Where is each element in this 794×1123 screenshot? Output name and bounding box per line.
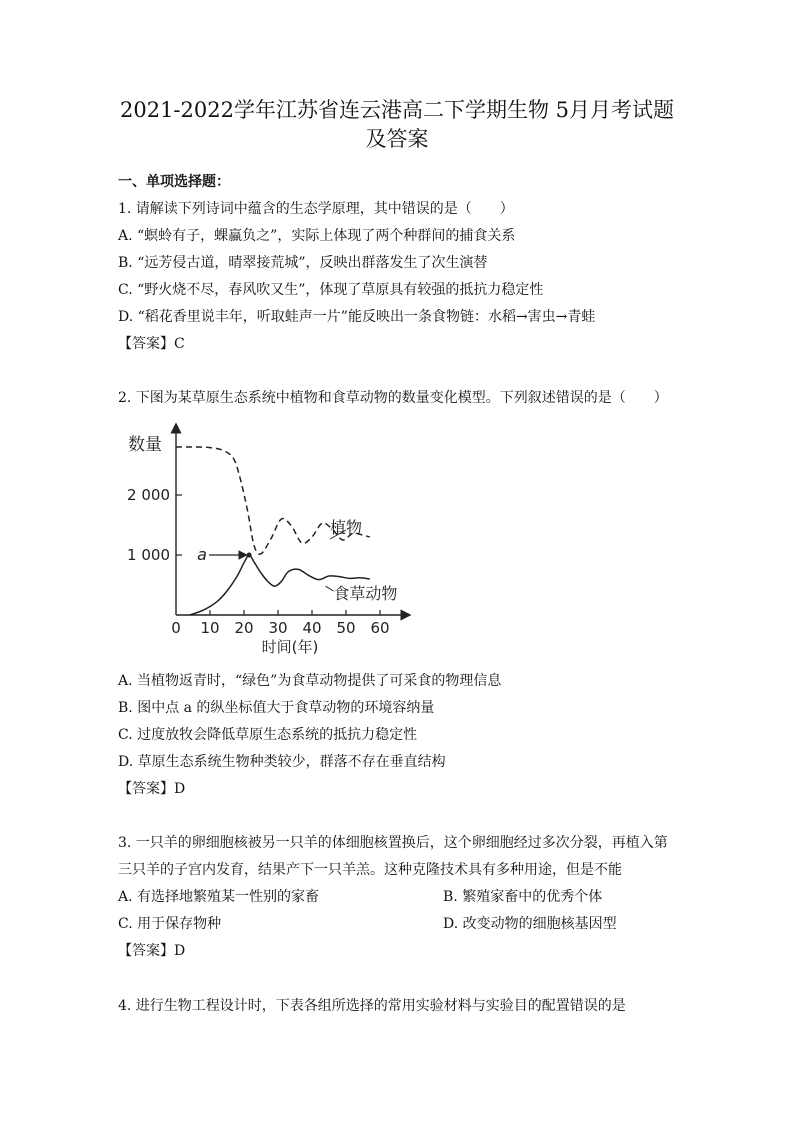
question-1-answer: 【答案】C (118, 336, 185, 352)
series-line-plant (176, 447, 370, 554)
series-label-leader (326, 586, 334, 591)
question-2-option-b: B. 图中点 a 的纵坐标值大于食草动物的环境容纳量 (118, 700, 435, 716)
question-3-option-c: C. 用于保存物种 (118, 916, 222, 932)
series-label: 食草动物 (333, 584, 398, 603)
question-3-option-a: A. 有选择地繁殖某一性别的家畜 (118, 889, 320, 905)
question-1-option-a: A. “螟蛉有子，蜾蠃负之”，实际上体现了两个种群间的捕食关系 (118, 228, 516, 244)
x-tick-label: 10 (200, 619, 220, 637)
title-line-2: 及答案 (365, 127, 429, 151)
x-tick-label: 40 (302, 619, 322, 637)
section-heading: 一、单项选择题： (118, 174, 230, 190)
point-a-label: a (197, 545, 207, 564)
question-2-answer: 【答案】D (118, 781, 186, 797)
question-3-stem-line-2: 三只羊的子宫内发育，结果产下一只羊羔。这种克隆技术具有多种用途，但是不能 (118, 862, 622, 878)
x-tick-label: 30 (268, 619, 288, 637)
y-axis-label: 数量 (128, 435, 162, 455)
page-title (100, 96, 694, 154)
question-2-option-c: C. 过度放牧会降低草原生态系统的抵抗力稳定性 (118, 727, 418, 743)
x-tick-label: 0 (171, 619, 181, 637)
question-4-stem: 4. 进行生物工程设计时，下表各组所选择的常用实验材料与实验目的配置错误的是 (118, 998, 626, 1014)
question-3-option-d: D. 改变动物的细胞核基因型 (443, 916, 617, 932)
question-2-option-d: D. 草原生态系统生物种类较少，群落不存在垂直结构 (118, 754, 446, 770)
question-3-option-b: B. 繁殖家畜中的优秀个体 (443, 889, 603, 905)
point-a-marker (247, 553, 252, 558)
question-1-option-c: C. “野火烧不尽，春风吹又生”，体现了草原具有较强的抵抗力稳定性 (118, 282, 544, 298)
x-tick-label: 60 (370, 619, 390, 637)
y-tick-label: 2 000 (127, 486, 170, 504)
x-tick-label: 50 (336, 619, 356, 637)
population-chart (118, 420, 418, 660)
question-3-answer: 【答案】D (118, 943, 186, 959)
question-2-stem: 2. 下图为某草原生态系统中植物和食草动物的数量变化模型。下列叙述错误的是（ ） (118, 390, 668, 406)
question-3-stem-line-1: 3. 一只羊的卵细胞核被另一只羊的体细胞核置换后，这个卵细胞经过多次分裂，再植入第 (118, 835, 668, 851)
question-1-option-b: B. “远芳侵古道，晴翠接荒城”，反映出群落发生了次生演替 (118, 255, 488, 271)
x-tick-label: 20 (234, 619, 254, 637)
y-tick-label: 1 000 (127, 546, 170, 564)
title-line-1: 2021-2022学年江苏省连云港高二下学期生物 5月月考试题 (119, 98, 675, 122)
question-2-option-a: A. 当植物返青时，“绿色”为食草动物提供了可采食的物理信息 (118, 673, 502, 689)
question-1-option-d: D. “稻花香里说丰年，听取蛙声一片”能反映出一条食物链：水稻→害虫→青蛙 (118, 309, 596, 325)
question-1-stem: 1. 请解读下列诗词中蕴含的生态学原理，其中错误的是（ ） (118, 201, 514, 217)
series-label: 植物 (330, 518, 363, 537)
x-axis-label: 时间(年) (261, 638, 319, 656)
